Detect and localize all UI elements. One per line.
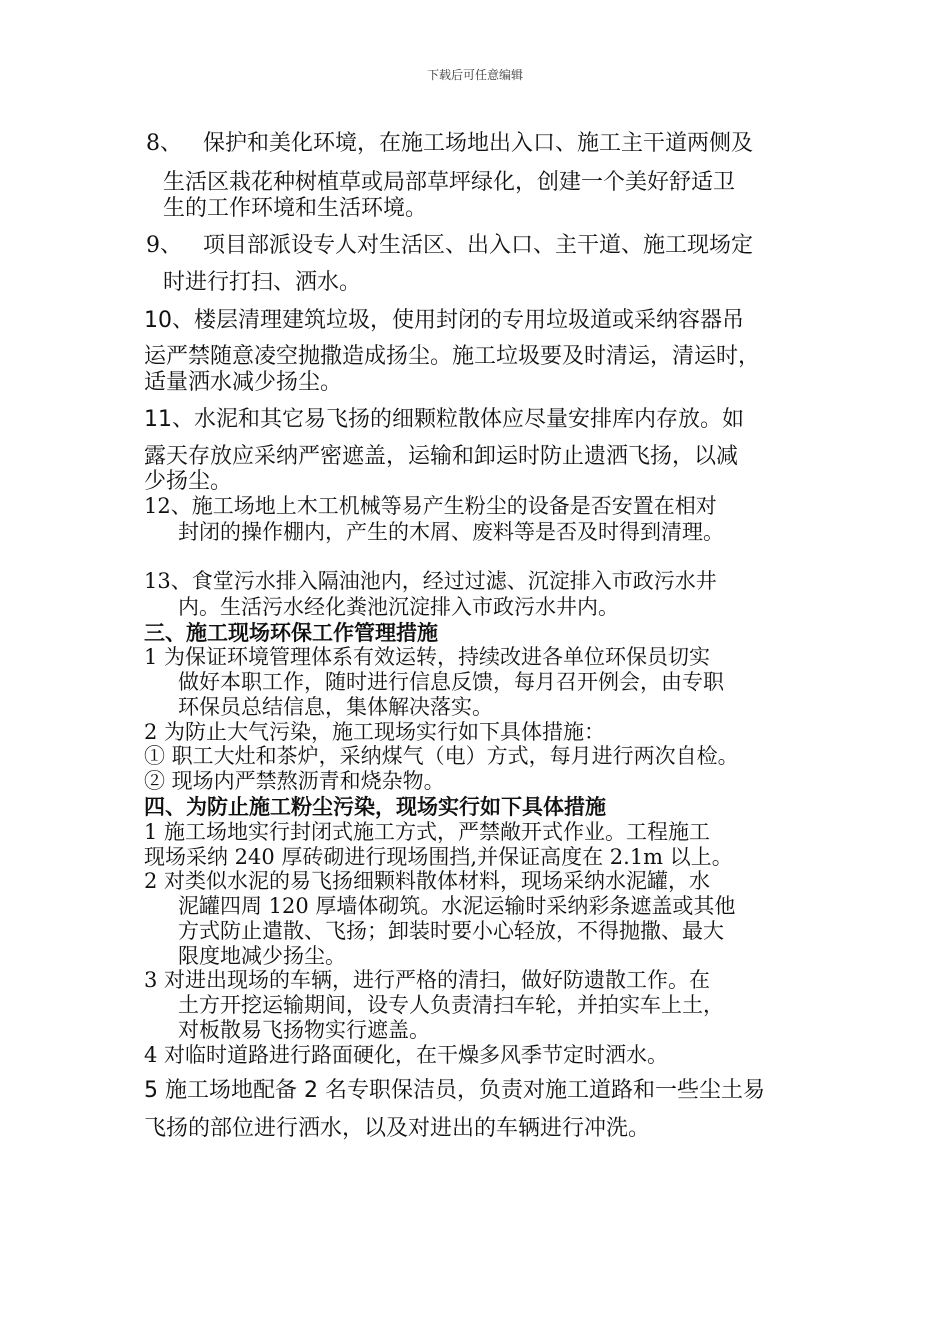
section-4-para-2-line-4: 限度地减少扬尘。	[178, 944, 346, 968]
item-13-line-2: 内。生活污水经化粪池沉淀排入市政污水井内。	[178, 595, 619, 619]
item-13-line-1: 13、食堂污水排入隔油池内，经过过滤、沉淀排入市政污水井	[144, 569, 717, 593]
item-9-line-2: 时进行打扫、洒水。	[163, 270, 362, 295]
section-4-para-4: 4 对临时道路进行路面硬化，在干燥多风季节定时洒水。	[144, 1043, 669, 1067]
item-9-line-1: 项目部派设专人对生活区、出入口、主干道、施工现场定	[203, 233, 754, 258]
item-12-line-1: 12、施工场地上木工机械等易产生粉尘的设备是否安置在相对	[144, 494, 717, 518]
section-4-para-2-line-1: 2 对类似水泥的易飞扬细颗料散体材料，现场采纳水泥罐，水	[144, 869, 711, 893]
section-4-para-2-line-2: 泥罐四周 120 厚墙体砌筑。水泥运输时采纳彩条遮盖或其他	[178, 894, 736, 918]
section-3-para-1-line-3: 环保员总结信息，集体解决落实。	[178, 695, 493, 719]
item-9-number: 9、	[146, 233, 182, 258]
section-3-circled-2: ② 现场内严禁熬沥青和烧杂物。	[144, 769, 445, 793]
section-3-para-2: 2 为防止大气污染，施工现场实行如下具体措施：	[144, 720, 606, 744]
item-10-line-2: 运严禁随意凌空抛撒造成扬尘。施工垃圾要及时清运，清运时，	[144, 344, 761, 369]
section-4-para-3-line-3: 对板散易飞扬物实行遮盖。	[178, 1018, 430, 1042]
section-3-para-1-line-2: 做好本职工作，随时进行信息反馈，每月召开例会，由专职	[178, 670, 724, 694]
page-header: 下载后可任意编辑	[426, 68, 523, 82]
section-4-para-3-line-2: 土方开挖运输期间，设专人负责清扫车轮，并拍实车上土，	[178, 993, 724, 1017]
item-10-line-3: 适量洒水减少扬尘。	[144, 370, 343, 395]
section-4-para-3-line-1: 3 对进出现场的车辆，进行严格的清扫，做好防遗散工作。在	[144, 968, 711, 992]
item-8-number: 8、	[146, 131, 182, 156]
item-8-line-2: 生活区栽花种树植草或局部草坪绿化，创建一个美好舒适卫	[163, 170, 736, 195]
section-4-heading: 四、为防止施工粉尘污染，现场实行如下具体措施	[144, 794, 606, 819]
item-10-line-1: 10、楼层清理建筑垃圾，使用封闭的专用垃圾道或采纳容器吊	[144, 308, 744, 333]
item-8-line-3: 生的工作环境和生活环境。	[163, 196, 428, 221]
section-3-circled-1: ① 职工大灶和茶炉，采纳煤气（电）方式，每月进行两次自检。	[144, 744, 739, 768]
section-4-para-1-line-2: 现场采纳 240 厚砖砌进行现场围挡,并保证高度在 2.1m 以上。	[144, 845, 733, 869]
item-11-line-2: 露天存放应采纳严密遮盖，运输和卸运时防止遗洒飞扬，以减	[144, 444, 739, 469]
section-4-para-2-line-3: 方式防止遣散、飞扬；卸装时要小心轻放，不得抛撒、最大	[178, 919, 724, 943]
item-12-line-2: 封闭的操作棚内，产生的木屑、废料等是否及时得到清理。	[178, 520, 724, 544]
section-4-para-1-line-1: 1 施工场地实行封闭式施工方式，严禁敞开式作业。工程施工	[144, 820, 711, 844]
item-11-line-1: 11、水泥和其它易飞扬的细颗粒散体应尽量安排库内存放。如	[144, 407, 744, 432]
item-8-line-1: 保护和美化环境，在施工场地出入口、施工主干道两侧及	[203, 131, 754, 156]
section-4-para-5-line-1: 5 施工场地配备 2 名专职保洁员，负责对施工道路和一些尘土易	[144, 1078, 765, 1103]
section-4-para-5-line-2: 飞扬的部位进行洒水，以及对进出的车辆进行冲洗。	[144, 1116, 651, 1141]
section-3-para-1-line-1: 1 为保证环境管理体系有效运转，持续改进各单位环保员切实	[144, 645, 711, 669]
item-11-line-3: 少扬尘。	[144, 469, 233, 494]
section-3-heading: 三、施工现场环保工作管理措施	[144, 620, 438, 645]
